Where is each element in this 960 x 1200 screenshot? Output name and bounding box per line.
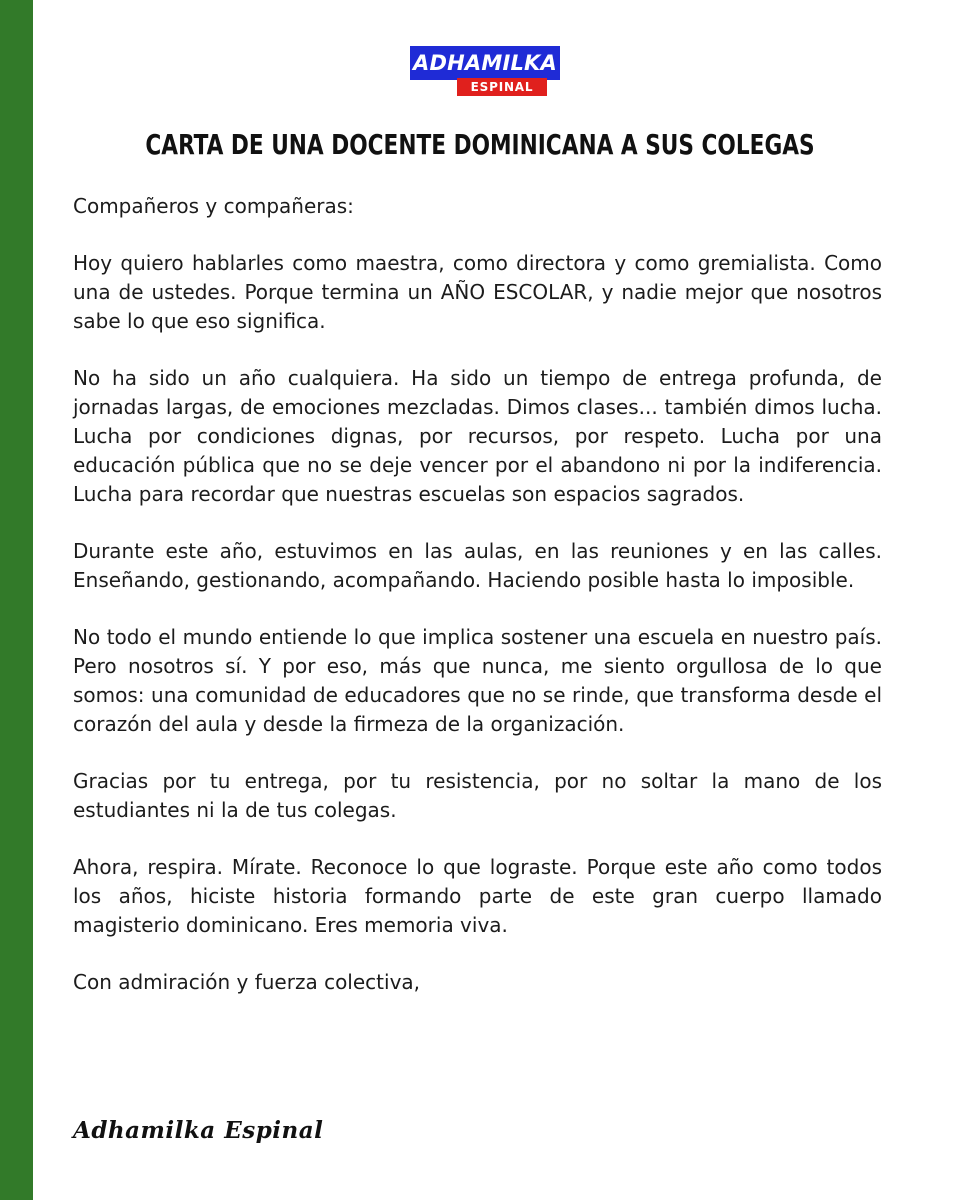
- paragraph-4: No todo el mundo entiende lo que implica sostener una escuela en nuestro país. Pero nosotros sí. Y por eso, más que nunca, me siento orgullosa de lo que somos: una comunidad de educadores que no se rinde, que transforma desde el corazón del aula y desde la firmeza de la organización.: [73, 625, 882, 736]
- signature: Adhamilka Espinal: [73, 1117, 324, 1144]
- closing: Con admiración y fuerza colectiva,: [73, 970, 421, 995]
- greeting: Compañeros y compañeras:: [73, 194, 354, 218]
- green-accent-bar: [0, 0, 33, 1200]
- letter-body: [73, 192, 882, 1025]
- brand-logo: [410, 46, 560, 98]
- paragraph-5: Gracias por tu entrega, por tu resistencia, por no soltar la mano de los estudiantes ni la de tus colegas.: [73, 768, 882, 822]
- paragraph-3: Durante este año, estuvimos en las aulas, en las reuniones y en las calles. Enseñando, gestionando, acompañando. Haciendo posible hasta lo imposible.: [73, 538, 882, 592]
- letter-title: CARTA DE UNA DOCENTE DOMINICANA A SUS COLEGAS: [145, 128, 815, 161]
- logo-name: ADHAMILKA: [410, 46, 560, 80]
- paragraph-1: Hoy quiero hablarles como maestra, como directora y como gremialista. Como una de ustedes. Porque termina un AÑO ESCOLAR, y nadie mejor que nosotros sabe lo que eso significa.: [73, 251, 882, 333]
- logo-surname: ESPINAL: [457, 78, 547, 96]
- paragraph-2: No ha sido un año cualquiera. Ha sido un tiempo de entrega profunda, de jornadas largas, de emociones mezcladas. Dimos clases... también dimos lucha. Lucha por condiciones dignas, por recursos, por respeto. Lucha por una educación pública que no se deje vencer por el abandono ni por la indiferencia. Lucha para recordar que nuestras escuelas son espacios sagrados.: [73, 366, 882, 506]
- paragraph-6: Ahora, respira. Mírate. Reconoce lo que lograste. Porque este año como todos los años, hiciste historia formando parte de este gran cuerpo llamado magisterio dominicano. Eres memoria viva.: [73, 855, 882, 937]
